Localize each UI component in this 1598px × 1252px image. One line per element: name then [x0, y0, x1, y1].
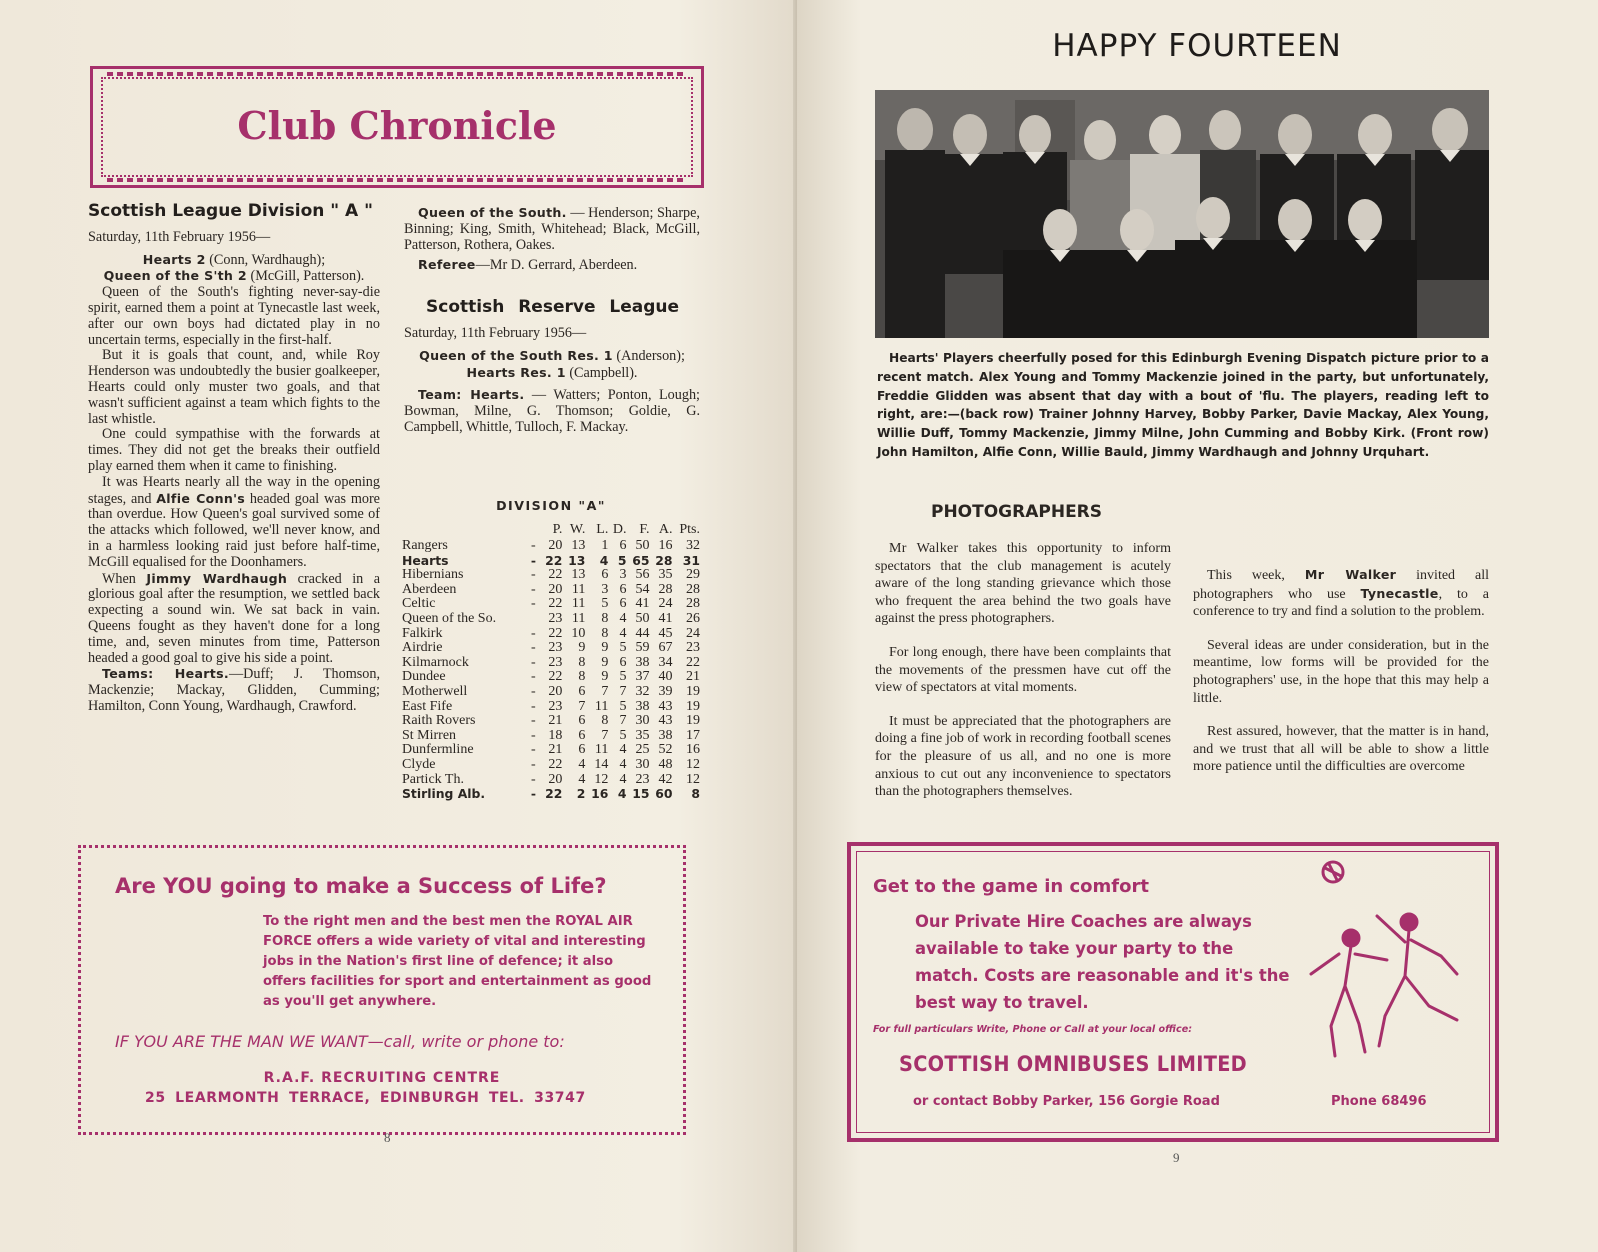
referee-line	[404, 257, 700, 274]
table-cell-d: 4	[619, 742, 627, 758]
table-cell-w: 13	[571, 538, 586, 553]
table-row	[402, 627, 700, 642]
table-cell-l: 1	[601, 538, 609, 553]
table-cell-l: 9	[601, 654, 609, 670]
table-cell-f: 50	[635, 610, 650, 626]
table-cell-dash: -	[531, 538, 536, 553]
header-f: F.	[639, 521, 650, 537]
table-cell-l: 4	[599, 552, 609, 568]
table-cell-a: 28	[658, 581, 673, 597]
table-cell-dash: -	[531, 625, 536, 641]
table-cell-w: 11	[571, 610, 586, 626]
table-cell-a: 40	[658, 669, 673, 685]
table-cell-w: 13	[568, 552, 586, 568]
header-dash	[527, 521, 539, 539]
table-cell-dash: -	[531, 596, 536, 612]
left-page	[0, 0, 797, 1252]
table-cell-w: 8	[578, 654, 586, 670]
table-cell-f: 50	[635, 538, 650, 553]
report-paragraph-2: But it is goals that count, and, while Roy Henderson was undoubtedly the busier goalkeeper, Hearts could only muster two goals, and that wasn't sufficient against a team which fights to the last whistle.	[88, 347, 380, 427]
table-cell-f: 44	[635, 625, 650, 641]
table-cell-pts: 22	[686, 654, 700, 670]
reserve-home-team: Hearts Res. 1	[466, 364, 566, 380]
league-table-title: DIVISION "A"	[496, 498, 606, 513]
table-row	[402, 670, 700, 685]
table-row	[402, 758, 700, 773]
table-cell-pts: 19	[686, 698, 700, 714]
table-cell-p: 18	[548, 727, 563, 743]
header-p: P.	[552, 521, 563, 537]
table-cell-f: 23	[635, 771, 650, 787]
table-cell-d: 6	[619, 581, 627, 597]
table-cell-team: Hearts	[402, 552, 449, 568]
table-cell-w: 13	[571, 567, 586, 583]
table-cell-d: 4	[617, 786, 627, 802]
table-cell-f: 59	[635, 640, 650, 656]
photographers-column-1	[875, 540, 1171, 801]
table-cell-l: 5	[601, 596, 609, 612]
reserve-league-heading: Scottish Reserve League	[426, 297, 680, 318]
reserve-team	[404, 387, 700, 435]
reserve-home-scorers: (Campbell).	[565, 364, 638, 381]
table-cell-a: 52	[658, 742, 673, 758]
table-cell-team: Hibernians	[402, 567, 464, 583]
table-cell-f: 30	[635, 756, 650, 772]
table-cell-a: 16	[658, 538, 673, 553]
table-cell-w: 2	[576, 786, 586, 802]
table-cell-d: 6	[619, 538, 627, 553]
raf-headline: Are YOU going to make a Success of Life?	[115, 874, 607, 898]
banner-decoration-top	[107, 72, 687, 76]
reserve-away-team: Queen of the South Res. 1	[419, 347, 613, 363]
reserve-team-list: — Watters; Ponton, Lough; Bowman, Milne, G. Thomson; Goldie, G. Campbell, Whittle, Tulloch, F. Mackay.	[404, 387, 700, 435]
table-cell-pts: 16	[686, 742, 700, 758]
table-row	[402, 597, 700, 612]
team-photo	[875, 90, 1489, 338]
table-cell-team: Dunfermline	[402, 742, 474, 758]
table-cell-d: 5	[619, 640, 627, 656]
table-cell-pts: 19	[686, 683, 700, 699]
table-cell-p: 20	[548, 581, 563, 597]
raf-advert	[78, 845, 686, 1135]
table-cell-w: 6	[578, 683, 586, 699]
table-cell-l: 11	[594, 698, 609, 714]
photographers-heading: PHOTOGRAPHERS	[931, 502, 1103, 522]
table-cell-p: 22	[548, 625, 563, 641]
table-cell-team: Queen of the So.	[402, 610, 497, 626]
teams-column	[404, 205, 700, 436]
raf-body: To the right men and the best men the ROYAL AIR FORCE offers a wide variety of vital and interesting jobs in the Nation's first line of defence; it also offers facilities for sport and entertainment as good as you'll get anywhere.	[263, 914, 652, 1009]
table-cell-p: 22	[548, 596, 563, 612]
report-paragraph-1: Queen of the South's fighting never-say-die spirit, earned them a point at Tynecastle last week, after our own boys had dictated play in no uncertain terms, especially in the first-half.	[88, 284, 380, 348]
table-cell-dash: -	[531, 640, 536, 656]
referee-label: Referee	[418, 257, 476, 273]
phot-paragraph-4-end: , to a conference to try and find a solution to the problem.	[1193, 586, 1489, 620]
table-cell-a: 43	[658, 698, 673, 714]
team-photo-icon	[875, 90, 1489, 338]
table-cell-f: 56	[635, 567, 650, 583]
table-row	[402, 743, 700, 758]
table-cell-d: 5	[617, 552, 627, 568]
photo-caption	[877, 349, 1489, 462]
report-paragraph-4-start: It was Hearts nearly all the way in the opening stages, and	[88, 473, 380, 507]
phot-name-walker-2: Mr Walker	[1304, 567, 1397, 582]
table-cell-pts: 23	[686, 640, 700, 656]
header-w: W.	[569, 521, 586, 537]
reserve-away-scorers: (Anderson);	[612, 347, 685, 364]
table-cell-a: 39	[658, 683, 673, 699]
table-cell-l: 12	[594, 771, 609, 787]
table-cell-f: 54	[635, 581, 650, 597]
coach-body: Our Private Hire Coaches are always available to take your party to the match. Costs are reasonable and it's the best way to travel.	[915, 912, 1290, 1012]
table-cell-pts: 24	[686, 625, 700, 641]
table-cell-l: 8	[601, 625, 609, 641]
phot-paragraph-5: Several ideas are under consideration, but in the meantime, low forms will be provided for the photographers' use, in the hope that this may help a little.	[1193, 637, 1489, 706]
photographers-column-2	[1193, 506, 1489, 776]
report-paragraph-5-end: cracked in a glorious goal after the resumption, we settled back expecting a sound win. We sat back in vain. Queens fought as they haven't done for a long time, and, seven minutes from time, Patterson headed a good goal to give his side a point.	[88, 570, 380, 666]
table-cell-team: Kilmarnock	[402, 654, 469, 670]
table-cell-l: 14	[594, 756, 609, 772]
header-a: A.	[658, 521, 673, 537]
table-cell-team: Motherwell	[402, 683, 468, 699]
table-cell-f: 30	[635, 713, 650, 729]
phot-place-tynecastle: Tynecastle	[1360, 585, 1439, 601]
table-cell-f: 25	[635, 742, 650, 758]
result-away-team: Queen of the S'th 2	[103, 268, 247, 284]
teams-hearts-list: —Duff; J. Thomson, Mackenzie; Mackay, Glidden, Cumming; Hamilton, Conn Young, Wardhaugh, Crawford.	[88, 666, 380, 714]
table-cell-d: 6	[619, 596, 627, 612]
league-table-grid	[402, 521, 700, 802]
match-report-column	[88, 201, 380, 715]
table-cell-l: 7	[601, 727, 609, 743]
table-cell-pts: 29	[686, 567, 700, 583]
table-cell-p: 21	[548, 742, 563, 758]
division-a-heading: Scottish League Division " A "	[88, 201, 373, 221]
banner-title: Club Chronicle	[237, 103, 557, 148]
table-cell-dash: -	[531, 567, 536, 583]
page-number-left: 8	[384, 1130, 391, 1145]
table-row	[402, 612, 700, 627]
report-paragraph-3: One could sympathise with the forwards at times. They did not get the breaks their outfield play earned them when it came to finishing.	[88, 426, 380, 474]
report-paragraph-5	[88, 571, 380, 667]
table-cell-dash: -	[531, 669, 536, 685]
teams-queen-of-south	[404, 205, 700, 253]
table-cell-a: 42	[658, 771, 673, 787]
table-cell-l: 9	[601, 640, 609, 656]
table-row	[402, 539, 700, 554]
table-row	[402, 714, 700, 729]
table-cell-dash: -	[531, 742, 536, 758]
table-cell-a: 67	[658, 640, 673, 656]
table-cell-dash: -	[531, 727, 536, 743]
table-cell-dash: -	[530, 786, 536, 802]
table-cell-team: Celtic	[402, 596, 436, 612]
table-cell-a: 24	[658, 596, 673, 612]
table-cell-team: Raith Rovers	[402, 713, 476, 729]
table-row	[402, 554, 700, 569]
table-cell-w: 4	[578, 771, 586, 787]
table-cell-l: 3	[601, 581, 609, 597]
header-team	[402, 521, 527, 539]
table-cell-w: 11	[571, 581, 586, 597]
table-cell-w: 4	[578, 756, 586, 772]
table-cell-team: Clyde	[402, 756, 436, 772]
table-cell-p: 22	[548, 567, 563, 583]
table-cell-dash: -	[531, 581, 536, 597]
result-away-scorers: (McGill, Patterson).	[246, 268, 365, 285]
table-cell-d: 4	[619, 771, 627, 787]
coach-advert	[847, 842, 1499, 1142]
table-cell-d: 5	[619, 669, 627, 685]
coach-contact: or contact Bobby Parker, 156 Gorgie Road	[913, 1094, 1220, 1109]
table-cell-pts: 28	[686, 596, 700, 612]
table-cell-p: 23	[548, 610, 563, 626]
table-cell-f: 38	[635, 654, 650, 670]
table-cell-pts: 28	[686, 581, 700, 597]
happy-fourteen-title: HAPPY FOURTEEN	[1052, 28, 1342, 64]
table-cell-d: 4	[619, 610, 627, 626]
table-cell-p: 22	[545, 552, 563, 568]
table-cell-f: 15	[632, 786, 650, 802]
table-cell-d: 4	[619, 756, 627, 772]
table-cell-l: 11	[594, 742, 609, 758]
phot-paragraph-4	[1193, 566, 1489, 621]
qos-label: Queen of the South.	[418, 205, 567, 220]
table-cell-d: 7	[619, 683, 627, 699]
table-cell-pts: 12	[686, 756, 700, 772]
table-cell-team: Partick Th.	[402, 771, 464, 787]
table-cell-dash: -	[531, 756, 536, 772]
result-away	[88, 268, 380, 285]
result-home-team: Hearts 2	[142, 251, 206, 267]
table-row	[402, 773, 700, 788]
result-home	[88, 252, 380, 269]
table-cell-pts: 17	[686, 727, 700, 743]
table-cell-l: 6	[601, 567, 609, 583]
header-d: D.	[612, 521, 627, 537]
table-cell-w: 6	[578, 742, 586, 758]
table-cell-d: 5	[619, 727, 627, 743]
table-cell-d: 3	[619, 567, 627, 583]
teams-hearts	[88, 666, 380, 714]
coach-company: SCOTTISH OMNIBUSES LIMITED	[899, 1052, 1248, 1076]
photo-caption-text: Hearts' Players cheerfully posed for this Edinburgh Evening Dispatch picture prior to a recent match. Alex Young and Tommy Mackenzie joined in the party, but unfortunately, Freddie Glidden was absent that day with a bout of 'flu. The players, reading left to right, are:—(back row) Trainer Johnny Harvey, Bobby Parker, Davie Mackay, Alex Young, Willie Duff, Tommy Mackenzie, Jimmy Milne, John Cumming and Bobby Kirk. (Front row) John Hamilton, Alfie Conn, Willie Bauld, Jimmy Wardhaugh and Johnny Urquhart.	[877, 351, 1489, 459]
table-row	[402, 641, 700, 656]
table-cell-f: 37	[635, 669, 650, 685]
table-row	[402, 656, 700, 671]
table-cell-a: 48	[658, 756, 673, 772]
phot-paragraph-1	[875, 540, 1171, 628]
table-cell-l: 7	[601, 683, 609, 699]
phot-name-walker: Mr Walker	[889, 541, 959, 556]
table-cell-w: 11	[571, 596, 586, 612]
table-cell-p: 22	[548, 669, 563, 685]
table-cell-dash: -	[531, 683, 536, 699]
table-cell-w: 6	[578, 713, 586, 729]
table-cell-p: 20	[548, 771, 563, 787]
table-cell-p: 20	[548, 538, 563, 553]
table-cell-f: 65	[632, 552, 650, 568]
table-cell-dash: -	[531, 654, 536, 670]
phot-paragraph-1-text: takes this opportunity to inform spectators that the club management is acutely aware of the long standing grievance which those who frequent the area behind the two goals have against the press photographers.	[875, 541, 1171, 627]
table-cell-w: 7	[578, 698, 586, 714]
table-cell-l: 8	[601, 610, 609, 626]
table-cell-team: East Fife	[402, 698, 453, 714]
table-cell-f: 32	[635, 683, 650, 699]
table-cell-p: 21	[548, 713, 563, 729]
report-name-conn: Alfie Conn's	[156, 490, 246, 506]
report-paragraph-5-start: When	[102, 570, 147, 587]
table-cell-d: 7	[619, 713, 627, 729]
club-chronicle-banner	[90, 66, 704, 188]
qos-team-list: — Henderson; Sharpe, Binning; King, Smith, Whitehead; Black, McGill, Patterson, Rothera, Oakes.	[404, 205, 700, 253]
table-cell-d: 4	[619, 625, 627, 641]
table-cell-w: 6	[578, 727, 586, 743]
table-cell-f: 35	[635, 727, 650, 743]
header-pts: Pts.	[679, 521, 700, 537]
table-cell-dash: -	[531, 713, 536, 729]
table-cell-dash: -	[530, 552, 536, 568]
division-a-date: Saturday, 11th February 1956—	[88, 228, 271, 245]
table-cell-l: 8	[601, 713, 609, 729]
table-cell-team: Stirling Alb.	[402, 786, 486, 802]
table-row	[402, 700, 700, 715]
phot-paragraph-4-mid: invited all photographers who use	[1193, 568, 1489, 602]
raf-address-line-1: R.A.F. RECRUITING CENTRE	[263, 1070, 501, 1086]
reserve-team-label: Team: Hearts.	[418, 387, 525, 403]
coach-particulars: For full particulars Write, Phone or Call at your local office:	[873, 1024, 1193, 1035]
table-cell-f: 41	[635, 596, 650, 612]
table-cell-w: 10	[571, 625, 586, 641]
phot-paragraph-6: Rest assured, however, that the matter is in hand, and we trust that all will be able to show a little more patience until the difficulties are overcome	[1193, 724, 1489, 775]
league-table-header	[402, 521, 700, 539]
table-cell-a: 45	[658, 625, 673, 641]
table-cell-p: 22	[548, 756, 563, 772]
phot-paragraph-2: For long enough, there have been complaints that the movements of the pressmen have cut off the view of spectators at vital moments.	[875, 644, 1171, 696]
table-cell-pts: 21	[686, 669, 700, 685]
table-cell-pts: 26	[686, 610, 700, 626]
result-home-scorers: (Conn, Wardhaugh);	[205, 251, 326, 268]
phot-paragraph-3: It must be appreciated that the photographers are doing a fine job of work in recording football scenes for the pleasure of us all, and no one is more anxious to cut out any inconvenience to spectators than the photographers themselves.	[875, 713, 1171, 800]
table-cell-p: 23	[548, 654, 563, 670]
reserve-result-away	[404, 348, 700, 365]
coach-headline: Get to the game in comfort	[873, 876, 1149, 897]
coach-phone: Phone 68496	[1331, 1094, 1427, 1109]
table-cell-p: 20	[548, 683, 563, 699]
footballers-heading-icon	[1281, 856, 1481, 1076]
reserve-result-home	[404, 365, 700, 382]
table-cell-team: Rangers	[402, 538, 448, 553]
table-cell-f: 38	[635, 698, 650, 714]
table-cell-w: 8	[578, 669, 586, 685]
table-cell-a: 34	[658, 654, 673, 670]
referee-name: —Mr D. Gerrard, Aberdeen.	[475, 257, 638, 274]
table-cell-pts: 32	[686, 538, 700, 553]
table-cell-p: 22	[545, 786, 563, 802]
banner-decoration-bottom	[107, 178, 687, 182]
table-row	[402, 568, 700, 583]
table-cell-a: 38	[658, 727, 673, 743]
report-name-wardhaugh: Jimmy Wardhaugh	[146, 570, 288, 586]
table-row	[402, 685, 700, 700]
table-cell-dash: -	[531, 698, 536, 714]
table-cell-team: Falkirk	[402, 625, 443, 641]
table-cell-pts: 19	[686, 713, 700, 729]
report-paragraph-4	[88, 475, 380, 571]
report-paragraph-4-end: headed goal was more than overdue. How Queen's goal survived some of the attacks which followed, we'll never know, and in a harmless looking raid just before half-time, McGill equalised for the Doonhamers.	[88, 490, 380, 570]
table-row	[402, 729, 700, 744]
header-l: L.	[596, 521, 609, 537]
table-cell-pts: 31	[682, 552, 700, 568]
table-row	[402, 787, 700, 802]
table-cell-a: 41	[658, 610, 673, 626]
table-cell-w: 9	[578, 640, 586, 656]
table-cell-dash: -	[531, 771, 536, 787]
table-cell-dash	[527, 612, 539, 627]
page-number-right: 9	[1173, 1150, 1180, 1165]
table-cell-team: Dundee	[402, 669, 446, 685]
table-cell-p: 23	[548, 698, 563, 714]
table-cell-pts: 12	[686, 771, 700, 787]
raf-call: IF YOU ARE THE MAN WE WANT—call, write or phone to:	[115, 1032, 565, 1051]
table-cell-d: 5	[619, 698, 627, 714]
raf-address-line-2: 25 LEARMONTH TERRACE, EDINBURGH TEL. 33747	[145, 1090, 586, 1106]
league-table-body	[402, 539, 700, 802]
table-cell-a: 43	[658, 713, 673, 729]
table-cell-d: 6	[619, 654, 627, 670]
table-cell-a: 28	[655, 552, 673, 568]
reserve-date: Saturday, 11th February 1956—	[404, 324, 587, 341]
table-cell-a: 60	[655, 786, 673, 802]
teams-label: Teams: Hearts.	[102, 666, 229, 682]
table-cell-p: 23	[548, 640, 563, 656]
phot-paragraph-4-start: This week,	[1207, 568, 1305, 583]
table-cell-team: Airdrie	[402, 640, 443, 656]
table-cell-team: St Mirren	[402, 727, 457, 743]
table-cell-l: 9	[601, 669, 609, 685]
table-cell-pts: 8	[691, 786, 700, 802]
table-cell-a: 35	[658, 567, 673, 583]
league-table	[402, 498, 700, 802]
table-row	[402, 583, 700, 598]
table-cell-team: Aberdeen	[402, 581, 457, 597]
table-cell-l: 16	[591, 786, 609, 802]
